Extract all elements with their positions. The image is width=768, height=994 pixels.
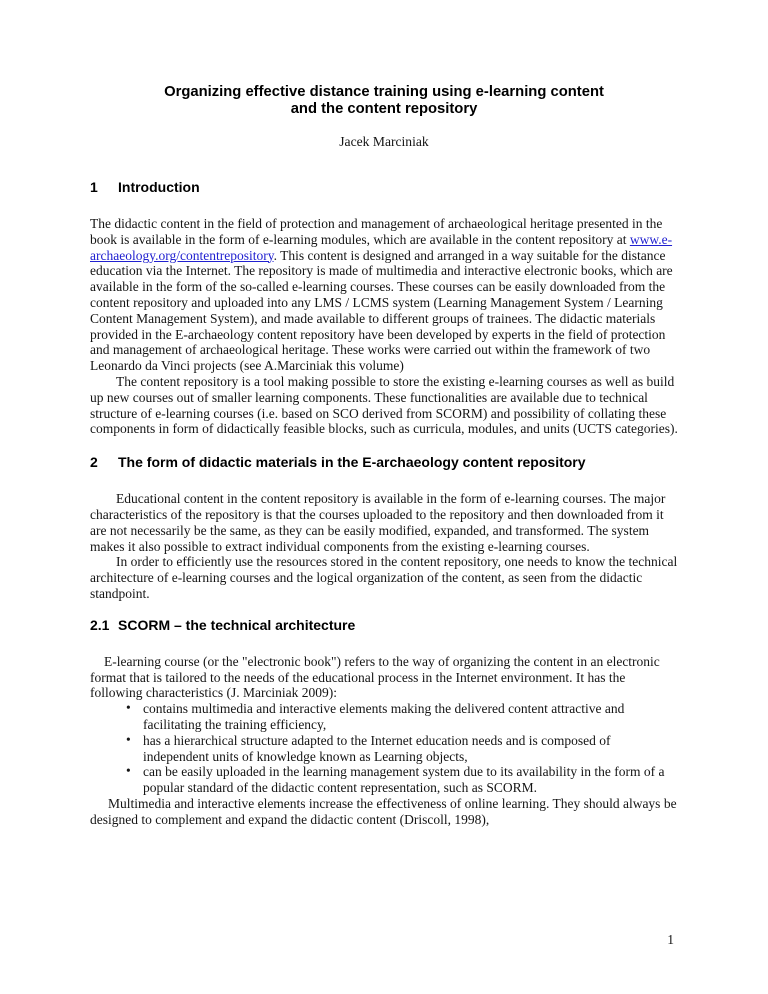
page-number: 1 — [667, 932, 674, 947]
section-heading-introduction — [90, 179, 678, 195]
paragraph-text-after-link: . This content is designed and arranged in a way suitable for the distance education via the Internet. The repository is made of multimedia and interactive electronic books, which are available in the form of the so-called e-learning courses. These courses can be easily downloaded from the content repository and uploaded into any LMS / LCMS system (Learning Management System / Learning Content Management System), and made available to different groups of trainees. The didactic materials provided in the E-archaeology content repository have been developed by experts in the field of protection and management of archaeological heritage. These works were carried out within the framework of two Leonardo da Vinci projects (see A.Marciniak this volume) — [90, 247, 673, 374]
section-number: 1 — [90, 179, 98, 195]
section-title: SCORM – the technical architecture — [118, 616, 356, 633]
paragraph-intro-1 — [90, 216, 678, 374]
content-repository-link[interactable]: www.e-archaeology.org/contentrepository — [90, 231, 673, 263]
section-heading-form-of-materials — [90, 454, 678, 470]
section-title: The form of didactic materials in the E-archaeology content repository — [118, 454, 586, 471]
bullet-list-item: • has a hierarchical structure adapted to the Internet education needs and is composed of independent units of knowledge known as Learning objects, — [90, 733, 678, 765]
section-heading-scorm — [90, 617, 678, 633]
paragraph-form-2: In order to efficiently use the resources stored in the content repository, one needs to know the technical architecture of e-learning courses and the logical organization of the content, as seen from the didactic standpoint. — [90, 554, 678, 601]
characteristics-bullet-list — [90, 701, 678, 796]
section-title: Introduction — [118, 179, 200, 195]
section-number: 2 — [90, 454, 98, 471]
bullet-list-item: • contains multimedia and interactive elements making the delivered content attractive and facilitating the training efficiency, — [90, 701, 678, 733]
paragraph-scorm-2: Multimedia and interactive elements increase the effectiveness of online learning. They should always be designed to complement and expand the didactic content (Driscoll, 1998), — [90, 795, 677, 827]
paragraph-text-before-link: The didactic content in the field of protection and management of archaeological heritage presented in the book is available in the form of e-learning modules, which are available in the content repository at — [90, 216, 663, 247]
paragraph-form-1: Educational content in the content repository is available in the form of e-learning courses. The major characteristics of the repository is that the courses uploaded to the repository and then downloaded from it are not necessarily be the same, as they can be easily modified, expanded, and transformed. The system makes it also possible to extract individual components from the existing e-learning courses. — [90, 491, 666, 554]
paper-title-line2: and the content repository — [290, 101, 478, 117]
author-name: Jacek Marciniak — [339, 134, 429, 149]
paper-title — [90, 84, 678, 118]
paragraph-scorm-1: E-learning course (or the "electronic book") refers to the way of organizing the content in an electronic format that is tailored to the needs of the educational process in the Internet environment. It has the following characteristics (J. Marciniak 2009): — [90, 653, 660, 701]
paper-title-line1: Organizing effective distance training using e-learning content — [164, 84, 604, 100]
paragraph-intro-2: The content repository is a tool making possible to store the existing e-learning courses as well as build up new courses out of smaller learning components. These functionalities are available due to technical structure of e-learning courses (i.e. based on SCO derived from SCORM) and possibility of collating these components in form of didactically feasible blocks, such as curricula, modules, and units (UCTS categories). — [90, 373, 678, 437]
section-number: 2.1 — [90, 616, 110, 633]
page-content — [90, 0, 678, 828]
bullet-list-item: • can be easily uploaded in the learning management system due to its availability in the form of a popular standard of the didactic content representation, such as SCORM. — [90, 764, 678, 796]
